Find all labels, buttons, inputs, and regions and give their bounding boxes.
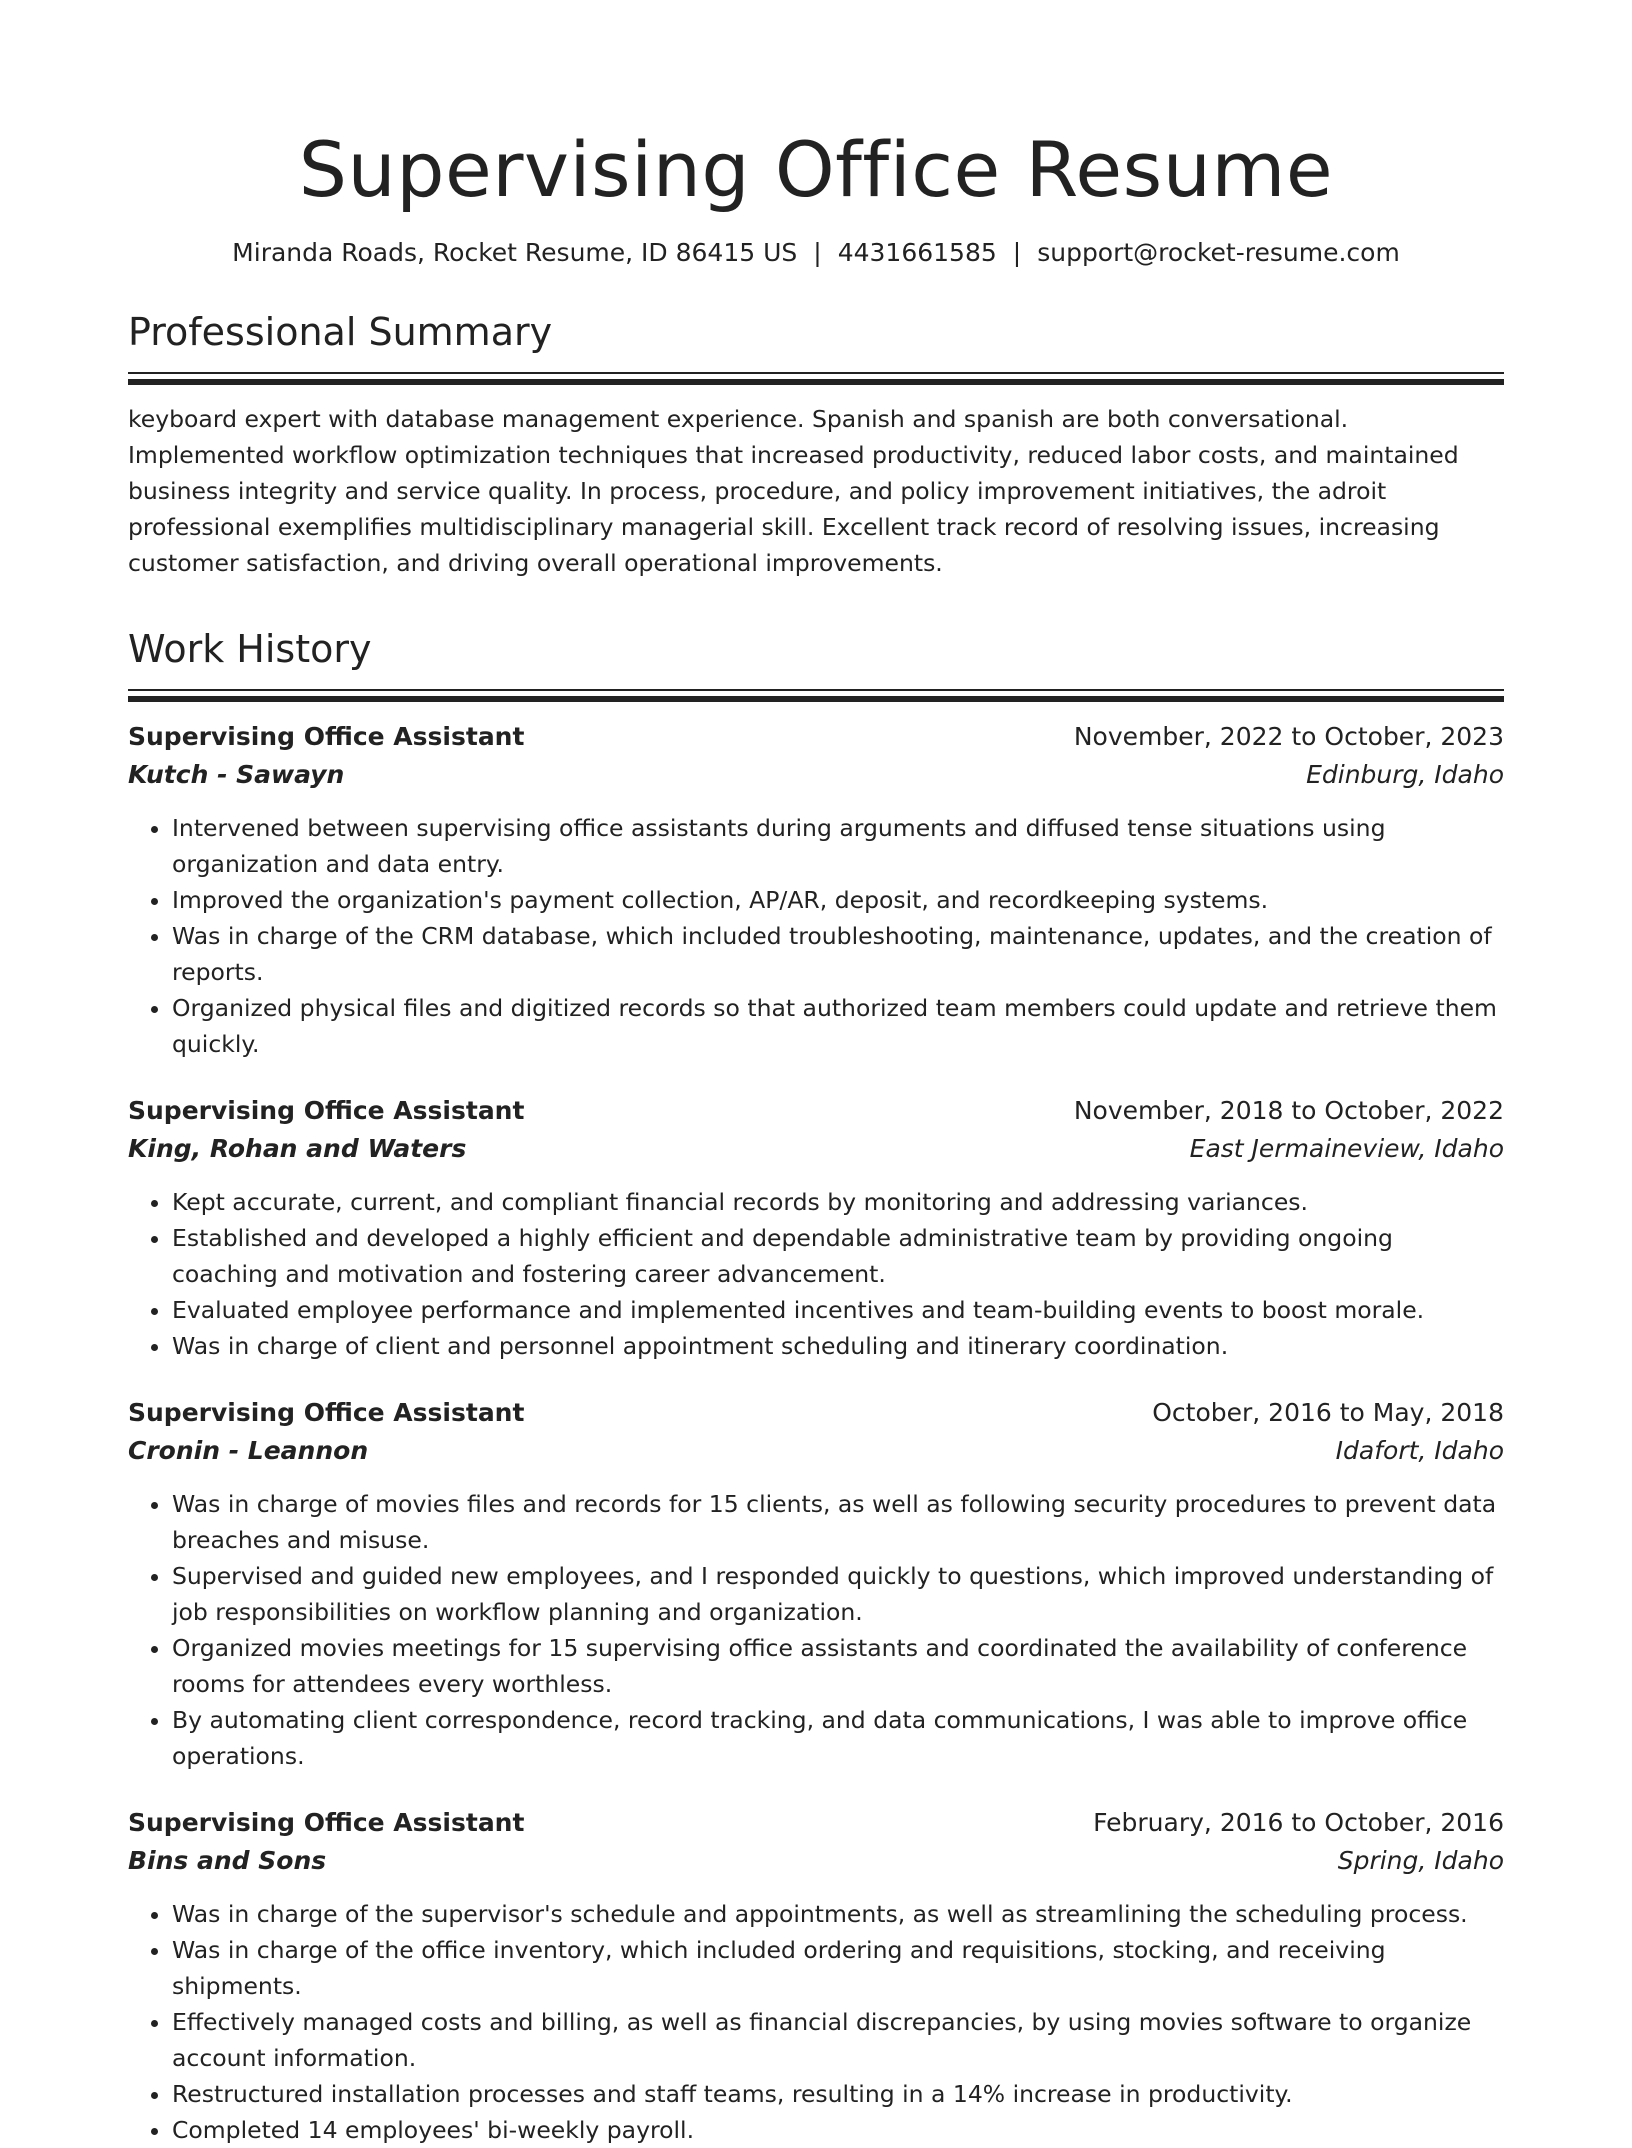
contact-phone: 4431661585 [837, 238, 997, 267]
section-heading-summary: Professional Summary [128, 310, 553, 354]
job-company: Cronin - Leannon [128, 1436, 369, 1465]
contact-email: support@rocket-resume.com [1037, 238, 1400, 267]
job-bullets [128, 810, 1504, 1062]
job-company-row [128, 1432, 1504, 1470]
job-bullets [128, 1896, 1504, 2148]
job-dates: November, 2022 to October, 2023 [1073, 722, 1504, 751]
job-title-row [128, 1394, 1504, 1432]
job-bullet: • Organized movies meetings for 15 supervising office assistants and coordinated the availability of conference rooms for attendees every worthless. [172, 1630, 1504, 1702]
job-location: Edinburg, Idaho [1306, 760, 1504, 789]
job-title-row [128, 1804, 1504, 1842]
job-title: Supervising Office Assistant [128, 1398, 525, 1427]
job-company-row [128, 1842, 1504, 1880]
job-bullet: • Was in charge of the supervisor's schedule and appointments, as well as streamlining the scheduling process. [172, 1896, 1504, 1932]
job-bullet: • Effectively managed costs and billing, as well as financial discrepancies, by using movies software to organize account information. [172, 2004, 1504, 2076]
job-company: Kutch - Sawayn [128, 760, 345, 789]
contact-separator: | [813, 238, 822, 267]
job-title: Supervising Office Assistant [128, 1808, 525, 1837]
job-bullet: • Intervened between supervising office assistants during arguments and diffused tense situations using organization and data entry. [172, 810, 1504, 882]
job-company: King, Rohan and Waters [128, 1134, 467, 1163]
job-bullet: • Was in charge of the office inventory, which included ordering and requisitions, stocking, and receiving shipments. [172, 1932, 1504, 2004]
job-bullet: • Restructured installation processes and staff teams, resulting in a 14% increase in productivity. [172, 2076, 1504, 2112]
job-dates: November, 2018 to October, 2022 [1073, 1096, 1504, 1125]
job-entry [128, 1394, 1504, 1774]
job-title-row [128, 1092, 1504, 1130]
section-divider [128, 372, 1504, 385]
job-bullet: • Improved the organization's payment collection, AP/AR, deposit, and recordkeeping systems. [172, 882, 1504, 918]
job-company: Bins and Sons [128, 1846, 327, 1875]
job-company-row [128, 756, 1504, 794]
job-bullet: • Kept accurate, current, and compliant financial records by monitoring and addressing variances. [172, 1184, 1504, 1220]
job-bullet: • Organized physical files and digitized records so that authorized team members could update and retrieve them quickly. [172, 990, 1504, 1062]
contact-address: Miranda Roads, Rocket Resume, ID 86415 US [232, 238, 798, 267]
job-company-row [128, 1130, 1504, 1168]
job-entry [128, 1804, 1504, 2148]
job-bullet: • Was in charge of movies files and records for 15 clients, as well as following security procedures to prevent data breaches and misuse. [172, 1486, 1504, 1558]
contact-line [128, 236, 1504, 270]
professional-summary-section [128, 308, 1504, 581]
job-title: Supervising Office Assistant [128, 1096, 525, 1125]
summary-text: keyboard expert with database management experience. Spanish and spanish are both conversational. Implemented workflow optimization techniques that increased productivity, reduced labor costs, and maintained business integrity and service quality. In process, procedure, and policy improvement initiatives, the adroit professional exemplifies multidisciplinary managerial skill. Excellent track record of resolving issues, increasing customer satisfaction, and driving overall operational improvements. [128, 405, 1459, 577]
job-location: East Jermaineview, Idaho [1189, 1134, 1504, 1163]
resume-page [128, 0, 1504, 2148]
job-bullet: • Was in charge of client and personnel appointment scheduling and itinerary coordination. [172, 1328, 1504, 1364]
work-history-section [128, 625, 1504, 2148]
job-entry [128, 1092, 1504, 1364]
job-dates: October, 2016 to May, 2018 [1152, 1398, 1504, 1427]
job-location: Idafort, Idaho [1335, 1436, 1504, 1465]
section-divider [128, 689, 1504, 702]
job-bullet: • Completed 14 employees' bi-weekly payroll. [172, 2112, 1504, 2148]
job-entry [128, 718, 1504, 1062]
contact-separator: | [1012, 238, 1022, 267]
job-bullets [128, 1486, 1504, 1774]
resume-title: Supervising Office Resume [298, 125, 1334, 214]
job-bullet: • Was in charge of the CRM database, which included troubleshooting, maintenance, updates, and the creation of reports. [172, 918, 1504, 990]
job-bullet: • Established and developed a highly efficient and dependable administrative team by providing ongoing coaching and motivation and fostering career advancement. [172, 1220, 1504, 1292]
job-title: Supervising Office Assistant [128, 722, 525, 751]
job-bullet: • Supervised and guided new employees, and I responded quickly to questions, which improved understanding of job responsibilities on workflow planning and organization. [172, 1558, 1504, 1630]
job-bullet: • Evaluated employee performance and implemented incentives and team-building events to boost morale. [172, 1292, 1504, 1328]
job-bullet: • By automating client correspondence, record tracking, and data communications, I was able to improve office operations. [172, 1702, 1504, 1774]
job-dates: February, 2016 to October, 2016 [1093, 1808, 1504, 1837]
job-location: Spring, Idaho [1337, 1846, 1504, 1875]
job-title-row [128, 718, 1504, 756]
section-heading-work: Work History [128, 627, 372, 671]
job-bullets [128, 1184, 1504, 1364]
